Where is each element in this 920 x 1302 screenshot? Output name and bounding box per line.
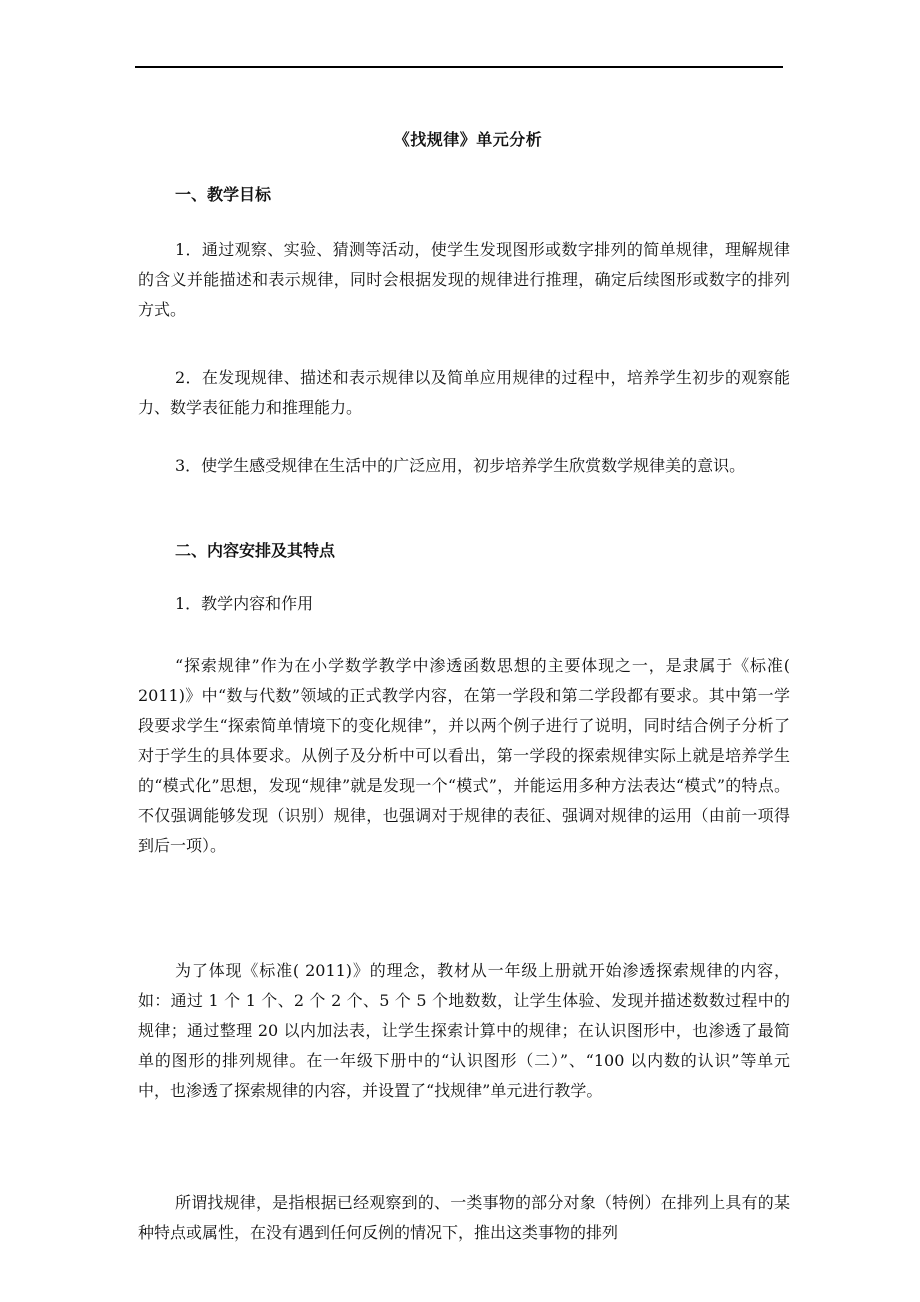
goal-item-1: 1．通过观察、实验、猜测等活动，使学生发现图形或数字排列的简单规律，理解规律的含义并能描述和表示规律，同时会根据发现的规律进行推理，确定后续图形或数字的排列方式。 [138,240,790,319]
header-rule [135,66,783,68]
goal-item-3: 3．使学生感受规律在生活中的广泛应用，初步培养学生欣赏数学规律美的意识。 [175,456,746,475]
goal-item-2: 2．在发现规律、描述和表示规律以及简单应用规律的过程中，培养学生初步的观察能力、数学表征能力和推理能力。 [138,368,790,417]
content-paragraph-2: 为了体现《标准( 2011)》的理念，教材从一年级上册就开始渗透探索规律的内容，如：通过 1 个 1 个、2 个 2 个、5 个 5 个地数数，让学生体验、发现并描述数数过程中的规律；通过整理 20 以内加法表，让学生探索计算中的规律；在认识图形中，也渗透了最简单的图形的排列规律。在一年级下册中的“认识图形（二）”、“100 以内数的认识”等单元中，也渗透了探索规律的内容，并设置了“找规律”单元进行教学。 [138,961,790,1100]
document-title: 《找规律》单元分析 [393,130,543,149]
content-paragraph-1: “探索规律”作为在小学数学教学中渗透函数思想的主要体现之一，是隶属于《标准( 2011)》中“数与代数”领域的正式教学内容，在第一学段和第二学段都有要求。其中第一学段要求学生“探索简单情境下的变化规律”，并以两个例子进行了说明，同时结合例子分析了对于学生的具体要求。从例子及分析中可以看出，第一学段的探索规律实际上就是培养学生的“模式化”思想，发现“规律”就是发现一个“模式”，并能运用多种方法表达“模式”的特点。不仅强调能够发现（识别）规律，也强调对于规律的表征、强调对规律的运用（由前一项得到后一项）。 [138,656,790,855]
content-paragraph-3: 所谓找规律，是指根据已经观察到的、一类事物的部分对象（特例）在排列上具有的某种特点或属性，在没有遇到任何反例的情况下，推出这类事物的排列 [138,1193,790,1242]
subheading-content-role: 1．教学内容和作用 [175,594,314,613]
section-heading-goals: 一、教学目标 [175,185,272,204]
section-heading-content: 二、内容安排及其特点 [175,541,336,560]
